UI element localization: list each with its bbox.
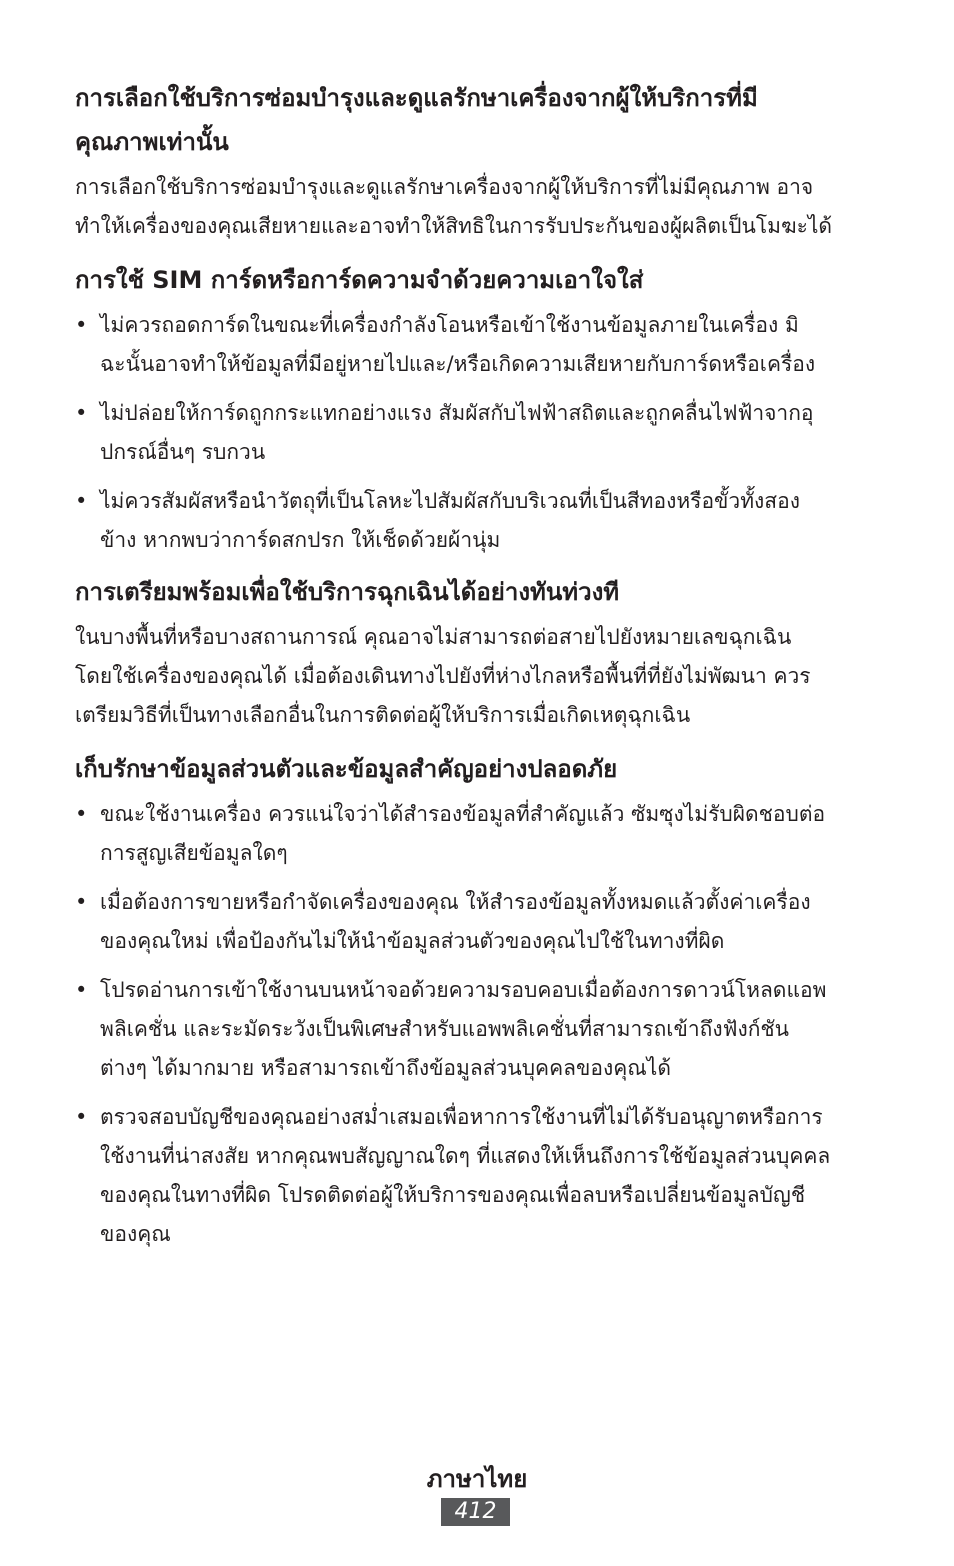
list-item-text: เมื่อต้องการขายหรือกำจัดเครื่องของคุณ ให้สำรองข้อมูลทั้งหมดแล้วตั้งค่าเครื่องของคุณใหม่ เพื่อป้องกันไม่ให้นำข้อมูลส่วนตัวของคุณไปใช้ในทางที่ผิด (100, 890, 811, 953)
footer-language-label: ภาษาไทย (426, 1465, 528, 1493)
section-body: ในบางพื้นที่หรือบางสถานการณ์ คุณอาจไม่สามารถต่อสายไปยังหมายเลขฉุกเฉิน โดยใช้เครื่องของคุณได้ เมื่อต้องเดินทางไปยังที่ห่างไกลหรือพื้นที่ที่ยังไม่พัฒนา ควรเตรียมวิธีที่เป็นทางเลือกอื่นในการติดต่อผู้ให้บริการเมื่อเกิดเหตุฉุกเฉิน (75, 625, 811, 727)
bullet-icon: • (75, 890, 88, 914)
bullet-icon: • (75, 978, 88, 1002)
section-heading: การใช้ SIM การ์ดหรือการ์ดความจำด้วยความเอาใจใส่ (75, 266, 644, 294)
section-heading: การเตรียมพร้อมเพื่อใช้บริการฉุกเฉินได้อย่างทันท่วงที (75, 578, 620, 606)
list-item-text: ตรวจสอบบัญชีของคุณอย่างสม่ำเสมอเพื่อหาการใช้งานที่ไม่ได้รับอนุญาตหรือการใช้งานที่น่าสงสัย หากคุณพบสัญญาณใดๆ ที่แสดงให้เห็นถึงการใช้ข้อมูลส่วนบุคคลของคุณในทางที่ผิด โปรดติดต่อผู้ให้บริการของคุณเพื่อลบหรือเปลี่ยนข้อมูลบัญชีของคุณ (100, 1105, 831, 1246)
page-number-badge: 412 (441, 1498, 510, 1526)
section-personal-data (75, 747, 835, 1254)
list-item (75, 482, 835, 560)
bullet-icon: • (75, 802, 88, 826)
list-item (75, 1098, 835, 1254)
bullet-icon: • (75, 401, 88, 425)
section-sim-card (75, 258, 835, 560)
section-heading: การเลือกใช้บริการซ่อมบำรุงและดูแลรักษาเครื่องจากผู้ให้บริการที่มีคุณภาพเท่านั้น (75, 84, 758, 156)
section-body: การเลือกใช้บริการซ่อมบำรุงและดูแลรักษาเครื่องจากผู้ให้บริการที่ไม่มีคุณภาพ อาจทำให้เครื่องของคุณเสียหายและอาจทำให้สิทธิในการรับประกันของผู้ผลิตเป็นโมฆะได้ (75, 175, 833, 238)
list-item (75, 883, 835, 961)
bullet-icon: • (75, 1105, 88, 1129)
list-item-text: ไม่ควรถอดการ์ดในขณะที่เครื่องกำลังโอนหรือเข้าใช้งานข้อมูลภายในเครื่อง มิฉะนั้นอาจทำให้ข้อมูลที่มีอยู่หายไปและ/หรือเกิดความเสียหายกับการ์ดหรือเครื่อง (100, 313, 816, 376)
section-authorized-service (75, 76, 835, 246)
list-item (75, 394, 835, 472)
bullet-list (75, 795, 835, 1254)
list-item (75, 971, 835, 1088)
section-heading: เก็บรักษาข้อมูลส่วนตัวและข้อมูลสำคัญอย่างปลอดภัย (75, 755, 618, 783)
list-item-text: ขณะใช้งานเครื่อง ควรแน่ใจว่าได้สำรองข้อมูลที่สำคัญแล้ว ซัมซุงไม่รับผิดชอบต่อการสูญเสียข้อมูลใดๆ (100, 802, 826, 865)
bullet-icon: • (75, 313, 88, 337)
list-item-text: ไม่ควรสัมผัสหรือนำวัตถุที่เป็นโลหะไปสัมผัสกับบริเวณที่เป็นสีทองหรือขั้วทั้งสองข้าง หากพบว่าการ์ดสกปรก ให้เช็ดด้วยผ้านุ่ม (100, 489, 800, 552)
bullet-icon: • (75, 489, 88, 513)
list-item-text: ไม่ปล่อยให้การ์ดถูกกระแทกอย่างแรง สัมผัสกับไฟฟ้าสถิตและถูกคลื่นไฟฟ้าจากอุปกรณ์อื่นๆ รบกวน (100, 401, 814, 464)
list-item (75, 795, 835, 873)
list-item-text: โปรดอ่านการเข้าใช้งานบนหน้าจอด้วยความรอบคอบเมื่อต้องการดาวน์โหลดแอพพลิเคชั่น และระมัดระวังเป็นพิเศษสำหรับแอพพลิเคชั่นที่สามารถเข้าถึงฟังก์ชันต่างๆ ได้มากมาย หรือสามารถเข้าถึงข้อมูลส่วนบุคคลของคุณได้ (100, 978, 827, 1080)
bullet-list (75, 306, 835, 560)
document-page (75, 76, 835, 1264)
section-emergency (75, 570, 835, 735)
list-item (75, 306, 835, 384)
